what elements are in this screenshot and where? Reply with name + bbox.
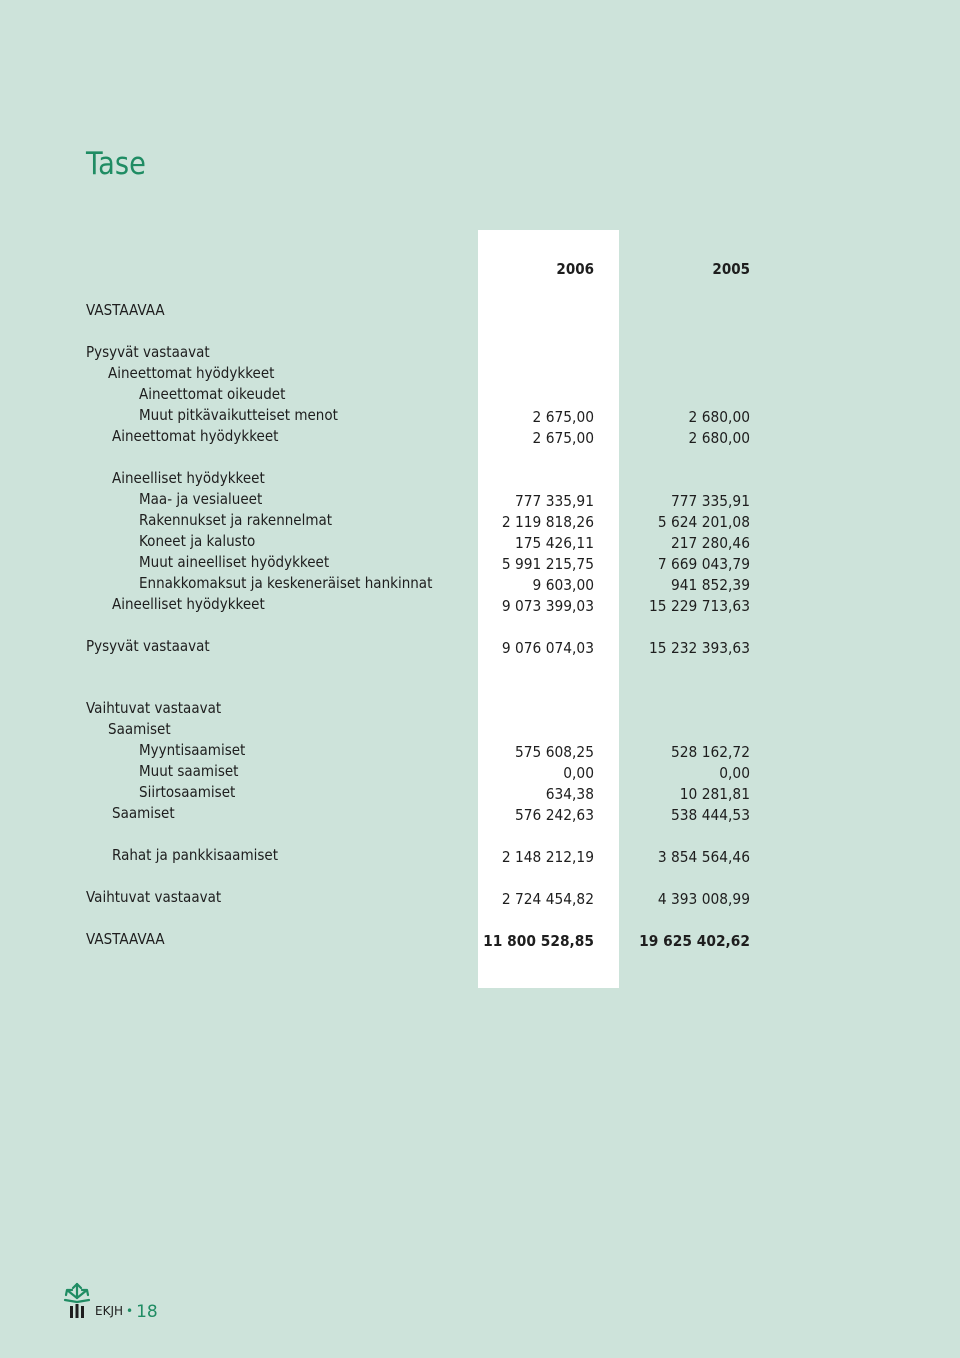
table-row (0, 468, 960, 488)
table-row (0, 740, 960, 760)
value-2006: 634,38 (545, 785, 594, 803)
table-row (0, 698, 960, 718)
table-row (0, 845, 960, 865)
table-row (0, 887, 960, 907)
table-row (0, 782, 960, 802)
row-label: Vaihtuvat vastaavat (86, 888, 222, 906)
value-2005: 2 680,00 (688, 429, 750, 447)
row-label: Aineettomat hyödykkeet (112, 427, 279, 445)
row-label: Muut pitkävaikutteiset menot (139, 406, 338, 424)
row-label: Muut saamiset (139, 762, 239, 780)
table-row (0, 552, 960, 572)
value-2006: 11 800 528,85 (483, 932, 594, 950)
value-2006: 175 426,11 (514, 534, 594, 552)
value-2006: 5 991 215,75 (501, 555, 594, 573)
year-header-2006: 2006 (556, 260, 594, 278)
value-2006: 576 242,63 (514, 806, 594, 824)
row-label: Pysyvät vastaavat (86, 637, 210, 655)
page-footer (60, 1276, 260, 1326)
row-label: Saamiset (108, 720, 171, 738)
table-row (0, 489, 960, 509)
row-label: Pysyvät vastaavat (86, 343, 210, 361)
footer-brand: EKJH (95, 1304, 124, 1318)
value-2005: 538 444,53 (670, 806, 750, 824)
row-label: Koneet ja kalusto (139, 532, 256, 550)
row-label: Aineelliset hyödykkeet (112, 595, 265, 613)
row-label: Muut aineelliset hyödykkeet (139, 553, 330, 571)
value-2006: 2 675,00 (532, 429, 594, 447)
value-2006: 2 724 454,82 (501, 890, 594, 908)
table-row (0, 405, 960, 425)
value-2005: 4 393 008,99 (657, 890, 750, 908)
value-2005: 0,00 (719, 764, 750, 782)
value-2005: 5 624 201,08 (657, 513, 750, 531)
row-label: Aineettomat oikeudet (139, 385, 286, 403)
value-2006: 0,00 (563, 764, 594, 782)
table-row-total (0, 929, 960, 949)
table-row (0, 384, 960, 404)
table-row (0, 636, 960, 656)
value-2005: 15 229 713,63 (649, 597, 750, 615)
row-label: Myyntisaamiset (139, 741, 246, 759)
value-2006: 2 148 212,19 (501, 848, 594, 866)
table-row (0, 803, 960, 823)
value-2006: 2 119 818,26 (501, 513, 594, 531)
table-row (0, 510, 960, 530)
footer-text (95, 1300, 158, 1320)
value-2006: 9 076 074,03 (501, 639, 594, 657)
row-label: Rahat ja pankkisaamiset (112, 846, 278, 864)
value-2005: 19 625 402,62 (639, 932, 750, 950)
row-label: VASTAAVAA (86, 301, 165, 319)
row-label: Maa- ja vesialueet (139, 490, 263, 508)
table-row (0, 719, 960, 739)
row-label: Aineettomat hyödykkeet (108, 364, 275, 382)
value-2006: 575 608,25 (514, 743, 594, 761)
value-2006: 9 073 399,03 (501, 597, 594, 615)
row-label: VASTAAVAA (86, 930, 165, 948)
row-label: Vaihtuvat vastaavat (86, 699, 222, 717)
value-2005: 217 280,46 (670, 534, 750, 552)
value-2005: 2 680,00 (688, 408, 750, 426)
table-row (0, 300, 960, 320)
table-row (0, 761, 960, 781)
table-row (0, 531, 960, 551)
table-row (0, 594, 960, 614)
table-row (0, 573, 960, 593)
table-row (0, 426, 960, 446)
value-2005: 15 232 393,63 (649, 639, 750, 657)
footer-separator: • (126, 1304, 134, 1318)
page-number: 18 (136, 1302, 158, 1322)
value-2005: 10 281,81 (679, 785, 750, 803)
table-row (0, 342, 960, 362)
row-label: Ennakkomaksut ja keskeneräiset hankinnat (139, 574, 433, 592)
page-title: Tase (86, 146, 146, 182)
row-label: Aineelliset hyödykkeet (112, 469, 265, 487)
value-2006: 2 675,00 (532, 408, 594, 426)
row-label: Rakennukset ja rakennelmat (139, 511, 333, 529)
value-2005: 3 854 564,46 (657, 848, 750, 866)
value-2006: 9 603,00 (532, 576, 594, 594)
value-2006: 777 335,91 (514, 492, 594, 510)
value-2005: 528 162,72 (670, 743, 750, 761)
table-row (0, 363, 960, 383)
value-2005: 777 335,91 (670, 492, 750, 510)
value-2005: 7 669 043,79 (657, 555, 750, 573)
row-label: Siirtosaamiset (139, 783, 236, 801)
tree-logo-icon (60, 1276, 94, 1320)
row-label: Saamiset (112, 804, 175, 822)
value-2005: 941 852,39 (670, 576, 750, 594)
year-header-2005: 2005 (712, 260, 750, 278)
